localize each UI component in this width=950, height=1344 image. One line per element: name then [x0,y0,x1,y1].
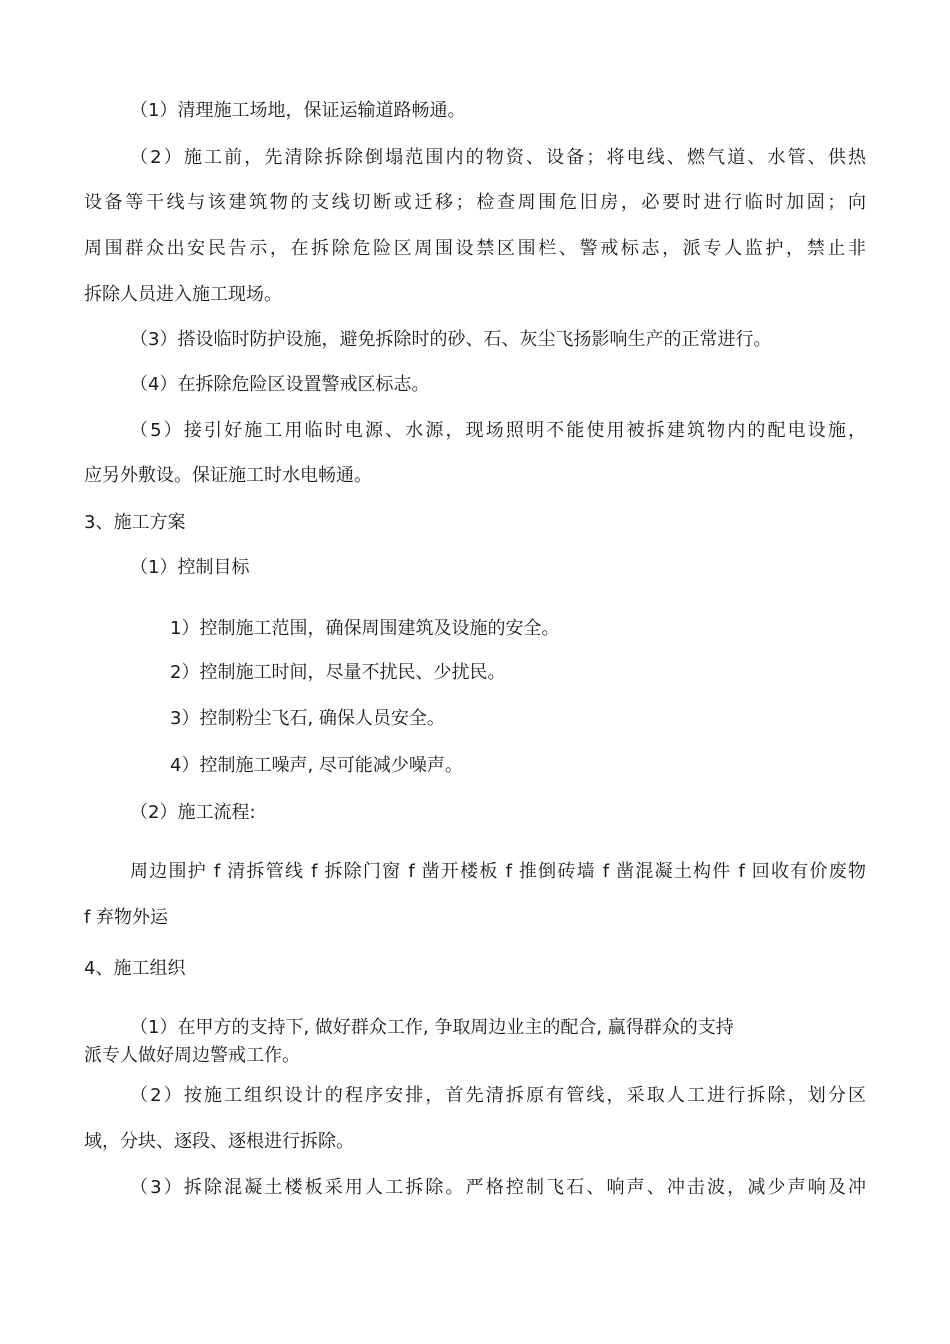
org-item-3-line-1: （3）拆除混凝土楼板采用人工拆除。严格控制飞石、响声、冲击波，减少声响及冲 [130,1177,866,1198]
prep-item-2-line-2: 设备等干线与该建筑物的支线切断或迁移；检查周围危旧房，必要时进行临时加固；向 [84,192,866,213]
prep-item-5-line-1: （5）接引好施工用临时电源、水源，现场照明不能使用被拆建筑物内的配电设施， [130,420,866,441]
process-flow-heading: （2）施工流程: [130,802,256,823]
org-item-2-line-2: 域，分块、逐段、逐根进行拆除。 [84,1131,354,1152]
section-3-heading: 3、施工方案 [84,512,186,533]
target-item-2: 2）控制施工时间，尽量不扰民、少扰民。 [170,662,506,683]
prep-item-1: （1）清理施工场地，保证运输道路畅通。 [130,100,466,121]
prep-item-2-line-1: （2）施工前，先清除拆除倒塌范围内的物资、设备；将电线、燃气道、水管、供热 [130,147,866,168]
target-item-3: 3）控制粉尘飞石, 确保人员安全。 [170,708,445,729]
prep-item-2-line-4: 拆除人员进入施工现场。 [84,284,282,305]
target-item-4: 4）控制施工噪声, 尽可能减少噪声。 [170,755,463,776]
prep-item-5-line-2: 应另外敷设。保证施工时水电畅通。 [84,465,372,486]
org-item-1-line-1: （1）在甲方的支持下, 做好群众工作, 争取周边业主的配合, 赢得群众的支持 [130,1017,734,1038]
prep-item-2-line-3: 周围群众出安民告示，在拆除危险区周围设禁区围栏、警戒标志，派专人监护，禁止非 [84,238,866,259]
process-flow-line-2: f 弃物外运 [84,907,169,928]
process-flow-line-1: 周边围护 f 清拆管线 f 拆除门窗 f 凿开楼板 f 推倒砖墙 f 凿混凝土构件 f 回收有价废物 [130,861,866,882]
org-item-2-line-1: （2）按施工组织设计的程序安排，首先清拆原有管线，采取人工进行拆除，划分区 [130,1085,866,1106]
target-item-1: 1）控制施工范围，确保周围建筑及设施的安全。 [170,618,560,639]
prep-item-3: （3）搭设临时防护设施，避免拆除时的砂、石、灰尘飞扬影响生产的正常进行。 [130,329,772,350]
section-4-heading: 4、施工组织 [84,958,186,979]
control-targets-heading: （1）控制目标 [130,557,250,578]
prep-item-4: （4）在拆除危险区设置警戒区标志。 [130,374,430,395]
org-item-1-line-2: 派专人做好周边警戒工作。 [84,1045,300,1066]
